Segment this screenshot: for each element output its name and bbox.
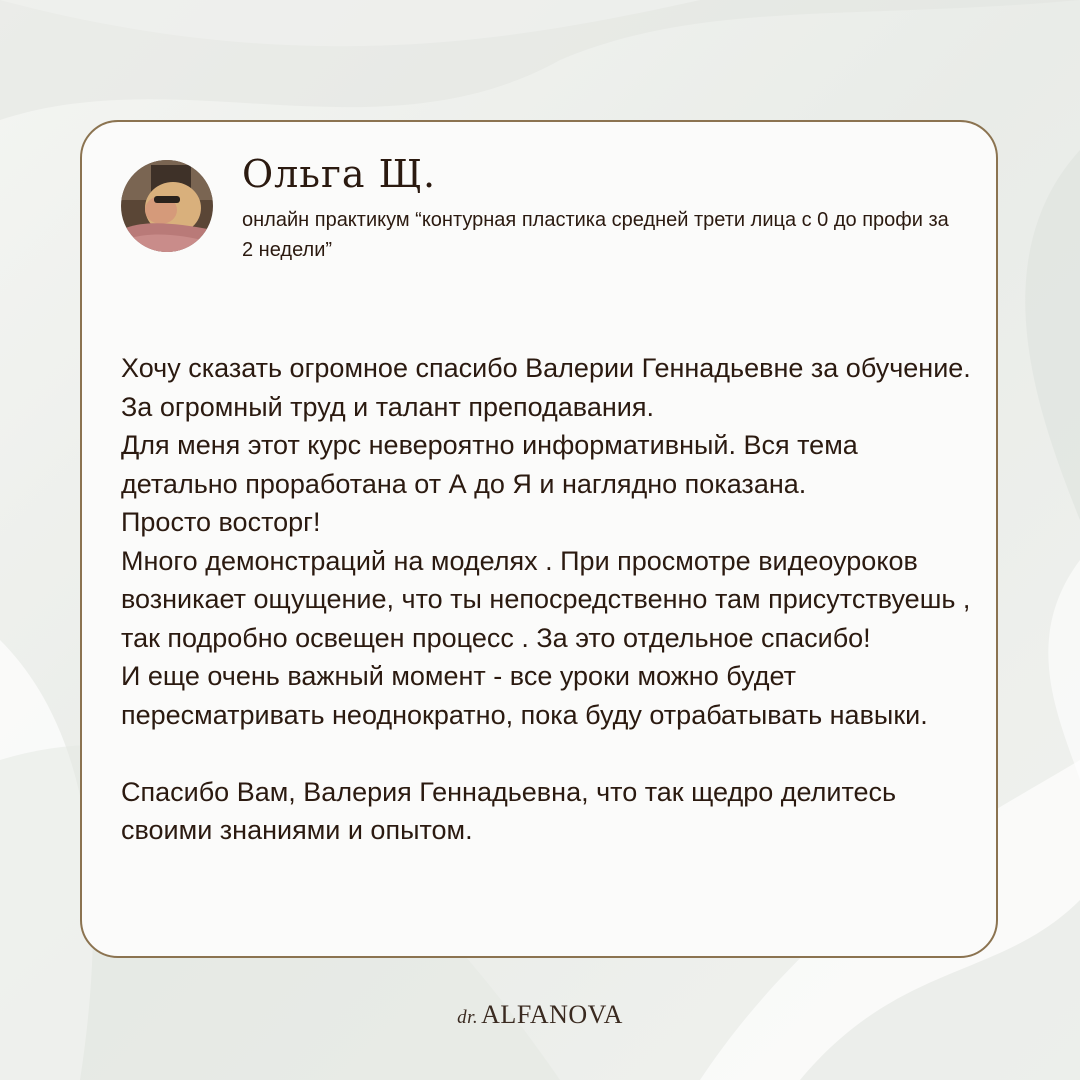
review-paragraph: Просто восторг!: [121, 507, 321, 537]
reviewer-avatar: [121, 160, 213, 252]
paragraph-spacer: [121, 734, 971, 773]
brand-prefix: dr.: [457, 1007, 479, 1028]
review-paragraph: И еще очень важный момент - все уроки можно будет пересматривать неоднократно, пока буду отрабатывать навыки.: [121, 661, 928, 730]
review-text: [121, 349, 971, 850]
review-paragraph: Хочу сказать огромное спасибо Валерии Геннадьевне за обучение. За огромный труд и талант преподавания.: [121, 353, 971, 422]
brand-logo: [0, 1000, 1080, 1030]
review-paragraph: Спасибо Вам, Валерия Геннадьевна, что так щедро делитесь своими знаниями и опытом.: [121, 776, 897, 845]
review-paragraph: Много демонстраций на моделях . При просмотре видеоуроков возникает ощущение, что ты непосредственно там присутствуешь , так подробно освещен процесс . За это отдельное спасибо!: [121, 545, 971, 653]
review-card: [80, 120, 998, 958]
reviewer-photo-icon: [121, 160, 213, 252]
review-paragraph: Для меня этот курс невероятно информативный. Вся тема детально проработана от А до Я и наглядно показана.: [121, 430, 858, 499]
course-title: онлайн практикум “контурная пластика средней трети лица с 0 до профи за 2 недели”: [242, 209, 949, 261]
reviewer-name: Ольга Щ.: [242, 152, 437, 196]
brand-name: ALFANOVA: [481, 1000, 623, 1029]
